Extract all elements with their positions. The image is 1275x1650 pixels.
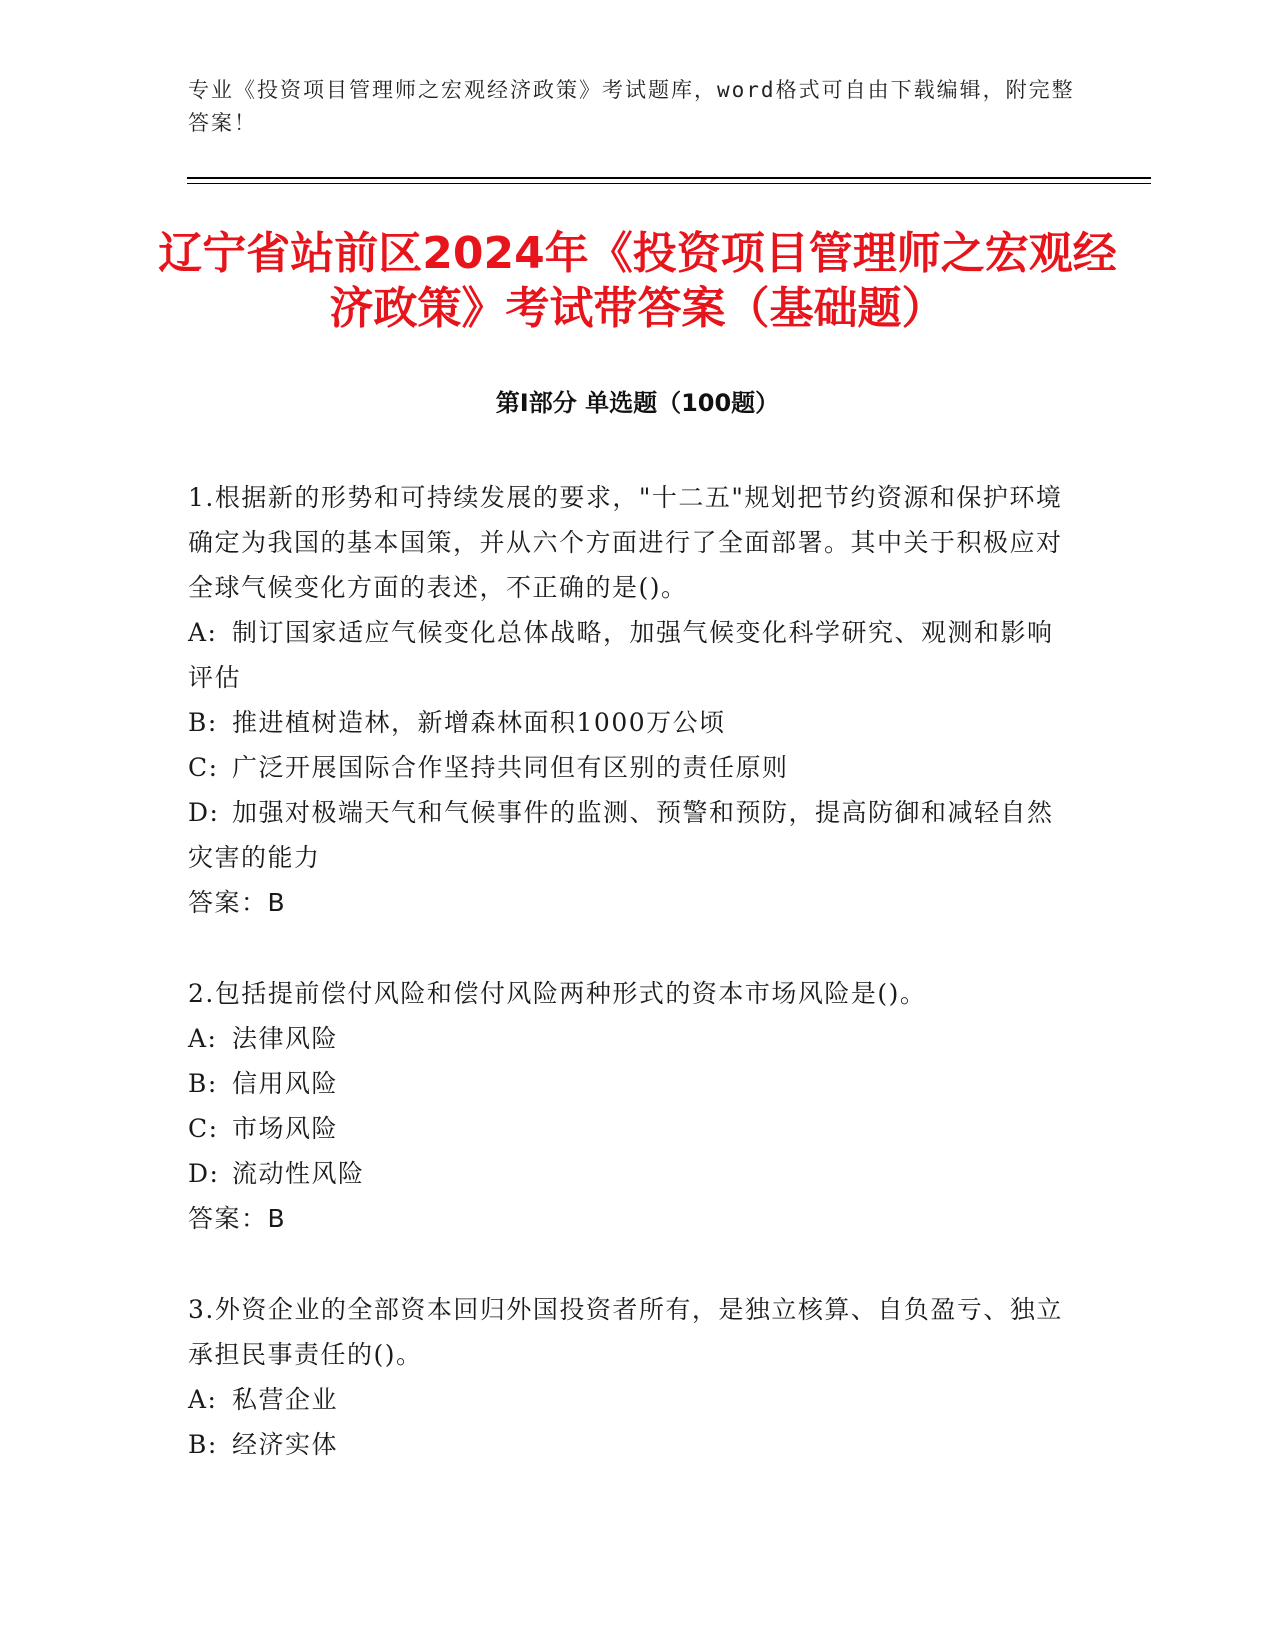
question-stem: 3.外资企业的全部资本回归外国投资者所有，是独立核算、自负盈亏、独立承担民事责任的()。 [188,1295,1063,1369]
option-key: A: [188,1024,218,1053]
option-b [188,700,1068,745]
option-key: B: [188,1069,218,1098]
option-text: 经济实体 [232,1430,339,1459]
option-a [188,610,1068,700]
question-3 [188,1287,1068,1467]
option-key: D: [188,1159,220,1188]
option-text: 私营企业 [232,1385,339,1414]
option-text: 法律风险 [232,1024,339,1053]
option-c [188,1106,1068,1151]
option-text: 推进植树造林，新增森林面积1000万公顷 [232,708,726,737]
option-text: 流动性风险 [232,1159,365,1188]
option-key: A: [188,1385,218,1414]
option-b [188,1422,1068,1467]
document-title: 辽宁省站前区2024年《投资项目管理师之宏观经济政策》考试带答案（基础题） [158,228,1117,334]
option-text: 信用风险 [232,1069,339,1098]
question-stem: 1.根据新的形势和可持续发展的要求，"十二五"规划把节约资源和保护环境确定为我国的基本国策，并从六个方面进行了全面部署。其中关于积极应对全球气候变化方面的表述，不正确的是()。 [188,483,1063,602]
question-stem: 2.包括提前偿付风险和偿付风险两种形式的资本市场风险是()。 [188,979,927,1008]
option-b [188,1061,1068,1106]
option-key: C: [188,1114,219,1143]
section-heading: 第Ⅰ部分 单选题（100题） [495,389,780,417]
answer-line: 答案：B [188,1204,287,1233]
option-a [188,1016,1068,1061]
question-1 [188,475,1068,925]
option-d [188,790,1068,880]
option-key: B: [188,1430,218,1459]
option-a [188,1377,1068,1422]
option-key: A: [188,618,218,647]
header-divider-thin [187,183,1151,184]
option-key: B: [188,708,218,737]
document-header-note: 专业《投资项目管理师之宏观经济政策》考试题库，word格式可自由下载编辑，附完整答案！ [188,78,1075,135]
answer-line: 答案：B [188,888,287,917]
option-c [188,745,1068,790]
option-text: 加强对极端天气和气候事件的监测、预警和预防，提高防御和减轻自然灾害的能力 [188,798,1054,872]
option-d [188,1151,1068,1196]
option-text: 市场风险 [232,1114,339,1143]
question-list [188,475,1068,1467]
option-key: C: [188,753,219,782]
header-divider-thick [187,177,1151,179]
question-2 [188,971,1068,1241]
option-text: 制订国家适应气候变化总体战略，加强气候变化科学研究、观测和影响评估 [188,618,1054,692]
option-text: 广泛开展国际合作坚持共同但有区别的责任原则 [232,753,789,782]
option-key: D: [188,798,220,827]
